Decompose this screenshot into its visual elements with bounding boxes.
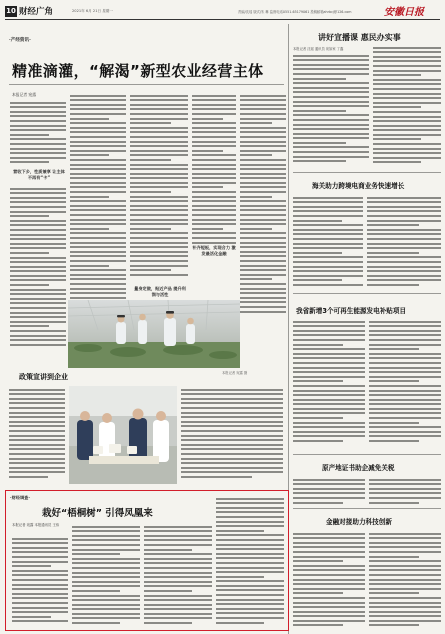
origin-column-1 — [293, 476, 365, 506]
bottom-headline: 栽好“梧桐树” 引得凤凰来 — [42, 508, 153, 519]
bottom-column-2 — [72, 523, 140, 627]
masthead-rule — [5, 19, 440, 20]
lead-column-3-top — [130, 92, 188, 282]
bottom-column-1 — [12, 535, 68, 627]
right-rule-2 — [293, 293, 441, 294]
right-headline-renewable: 我省新增3个可再生能源发电补贴项目 — [296, 307, 407, 315]
paper-name: 安徽日报 — [384, 7, 424, 18]
right-rule-3 — [293, 454, 441, 455]
lead-subhead-2: 量身定做，贴近产品 提升利润与活性 — [134, 286, 186, 297]
policy-text-left — [9, 386, 65, 482]
customs-column-1 — [293, 194, 363, 289]
lead-photo-caption: 本报记者 宛露 摄 — [222, 371, 248, 375]
lead-subhead-1: 营收下乡，性质兼享 让主体不再有“卡” — [13, 169, 65, 180]
lead-column-1-top — [10, 99, 66, 167]
policy-photo-inspection — [69, 386, 177, 484]
contact-line: 责编/沈瑶 版式/朱 琳 监督电话0551-65179061 投稿邮箱ahrbcj@126.com — [238, 9, 352, 14]
right-top-column-1 — [293, 52, 369, 168]
bottom-feature-frame — [5, 490, 289, 631]
bottom-kicker: ·财经调查· — [10, 495, 30, 500]
policy-box-title: 政策宣讲到企业 — [19, 373, 68, 381]
finance-column-2 — [369, 530, 441, 630]
lead-photo-greenhouse — [68, 300, 240, 368]
renewable-column-1 — [293, 318, 365, 450]
date-line: 2021年 6月 21日 星期一 — [72, 8, 113, 13]
lead-column-5 — [240, 92, 286, 350]
masthead — [0, 0, 445, 26]
right-top-headline: 讲好宣播课 惠民办实事 — [318, 33, 401, 42]
page-label: 财经广角 — [19, 7, 54, 17]
right-headline-customs: 海关助力跨境电商业务快速增长 — [312, 182, 405, 190]
right-rule-1 — [293, 172, 441, 173]
lead-kicker: ·产经资讯· — [9, 38, 31, 43]
lead-subhead-3: 补齐短板，实现合力 激发最活化金融 — [192, 245, 236, 256]
right-top-column-2 — [373, 44, 441, 168]
lead-byline: 本报记者 宛露 — [12, 92, 36, 97]
bottom-byline: 本报记者 宛露 本报通讯员 王伟 — [12, 523, 60, 527]
bottom-right-headline: 金融对接助力科技创新 — [326, 518, 392, 526]
right-top-byline: 本报记者 沈瑶 通讯员 宛如家 丁鑫 — [293, 47, 344, 51]
customs-column-2 — [367, 194, 441, 289]
right-rule-4 — [293, 508, 441, 509]
renewable-column-2 — [369, 318, 441, 450]
policy-text-right — [181, 386, 283, 482]
policy-box — [5, 366, 287, 488]
finance-column-1 — [293, 530, 365, 630]
page-number-badge: 10 — [6, 7, 16, 15]
lead-column-1-bottom — [10, 185, 66, 350]
lead-headline: 精准滴灌，“解渴”新型农业经营主体 — [12, 62, 264, 80]
lead-headline-rule — [9, 84, 284, 85]
right-headline-origin: 原产地证书助企减免关税 — [322, 464, 395, 472]
bottom-column-3 — [144, 523, 212, 627]
origin-column-2 — [369, 476, 441, 506]
bottom-column-4 — [216, 495, 284, 627]
